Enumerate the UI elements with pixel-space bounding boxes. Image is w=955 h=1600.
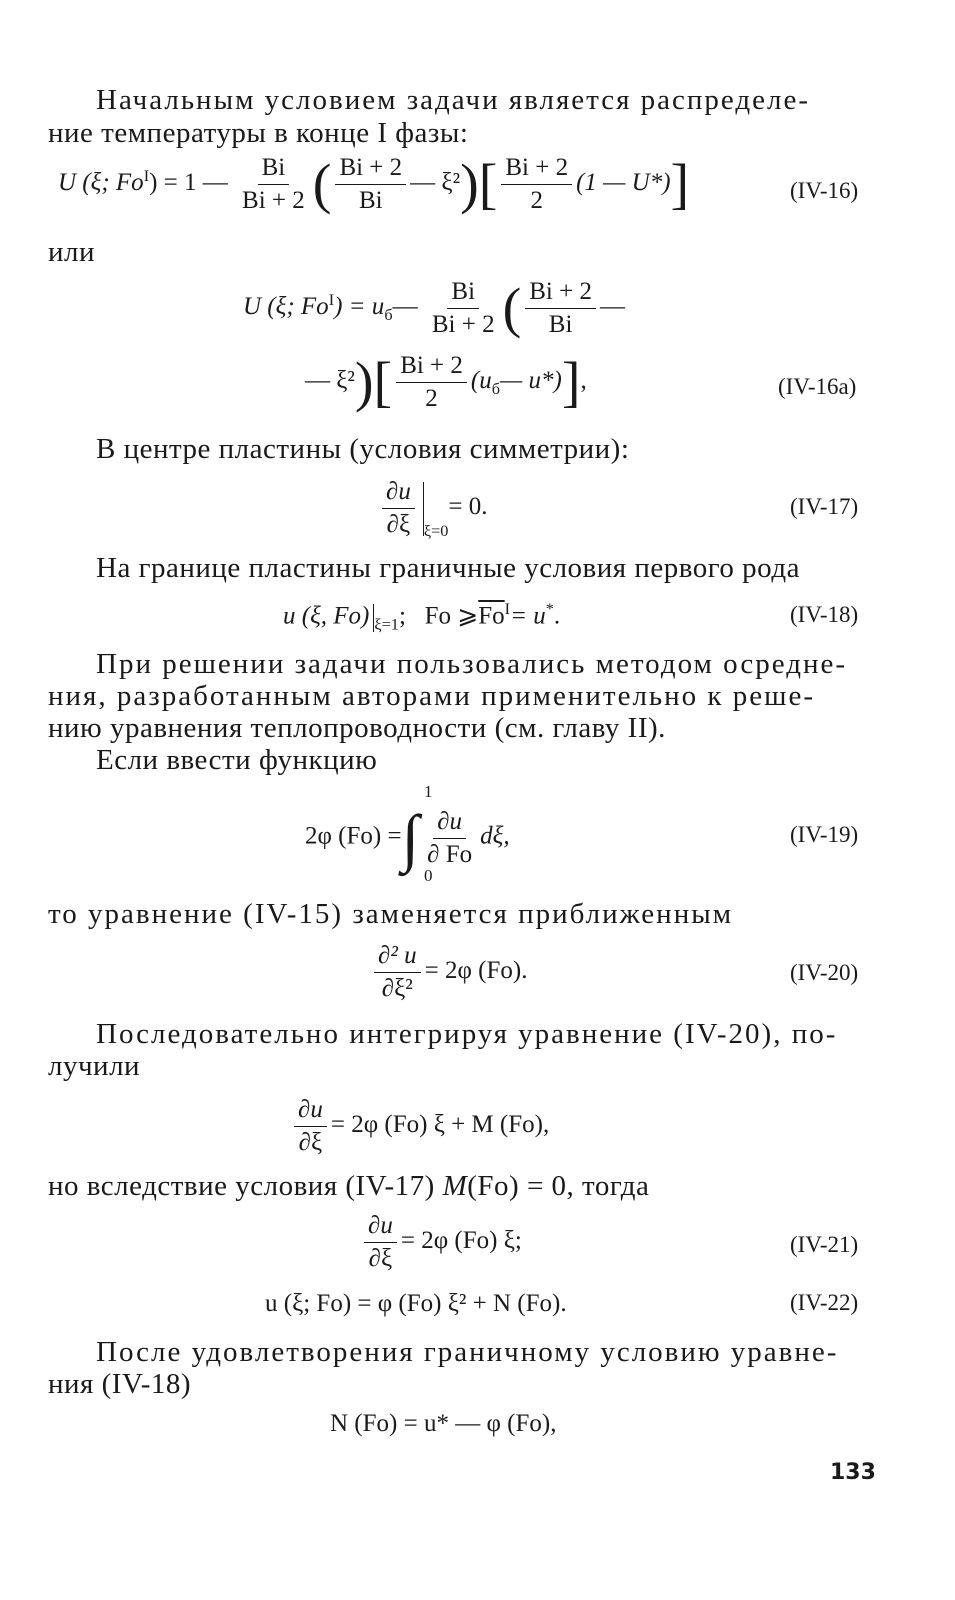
eq-start: — ξ² — [305, 367, 355, 395]
denominator: ∂ξ — [368, 1245, 393, 1272]
eq-tail-end: — u*) — [500, 367, 562, 395]
integral-lower-limit: 0 — [424, 866, 433, 885]
denominator: ∂ Fo — [427, 840, 473, 868]
eq-star: * — [545, 600, 554, 618]
paragraph-line — [48, 1170, 649, 1203]
denominator: ∂ξ — [298, 1129, 323, 1156]
eq-sub: б — [384, 306, 393, 325]
eq-sub: ξ=0 — [423, 522, 449, 541]
eq-rhs: = 2φ (Fo) ξ; — [400, 1227, 522, 1255]
fraction — [423, 808, 476, 869]
paragraph-line: нию уравнения теплопроводности (см. главу II). — [48, 712, 666, 744]
paragraph-line: ния (IV-18) — [48, 1368, 192, 1400]
paragraph-line: то уравнение (IV-15) заменяется приближенным — [48, 898, 734, 930]
integral-sign: ∫ — [401, 802, 420, 873]
fraction — [428, 278, 499, 339]
denominator: ∂ξ² — [381, 975, 413, 1002]
paragraph-line: Начальным условием задачи является распределе- — [96, 84, 811, 116]
paragraph-line: После удовлетворения граничному условию уравне- — [96, 1336, 839, 1368]
math-symbol: M — [442, 1170, 468, 1202]
fraction — [501, 154, 572, 215]
eq-sub: б — [491, 380, 501, 399]
eq-lhs-close: ) = 1 — — [149, 169, 228, 197]
equation-tag: (IV-21) — [790, 1232, 859, 1257]
paragraph-line: лучили — [48, 1050, 141, 1082]
eq-semi: ; — [398, 602, 406, 630]
paragraph-line: ния, разработанным авторами применительно к реше- — [48, 680, 815, 712]
equation-iv-16a-line1: U (ξ; $Fo^I$) = $u_б—$ $\frac{Bi}{Bi + 2}$ ( $\frac{Bi + 2}{Bi}$ — — [243, 277, 625, 340]
fraction — [238, 154, 309, 215]
eq-tail: (u — [470, 367, 492, 395]
fraction — [294, 1096, 327, 1157]
eq-sup: I — [504, 600, 511, 618]
paragraph-line: Последовательно интегрируя уравнение (IV-20), по- — [96, 1018, 838, 1050]
denominator: Bi — [548, 311, 573, 338]
eq-lhs: 2φ (Fo) = — [305, 822, 402, 850]
denominator: ∂ξ — [386, 511, 411, 538]
equation-iv-20 — [370, 942, 527, 1003]
eq-comma: , — [580, 367, 587, 395]
eq-lhs-close: ) = u — [334, 293, 385, 321]
eq-trail: — — [599, 293, 625, 321]
equation-intermediate — [290, 1096, 549, 1157]
numerator: Bi + 2 — [501, 154, 572, 185]
equation-tag: (IV-16) — [790, 178, 859, 203]
text-span: (Fo) = 0, тогда — [467, 1170, 650, 1202]
equation-tag: (IV-20) — [790, 960, 859, 985]
eq-lhs: U (ξ; Fo — [243, 293, 329, 321]
eq-rhs: = u — [510, 602, 546, 630]
equation-iv-18 — [283, 600, 560, 634]
eq-rhs: = 2φ (Fo) ξ + M (Fo), — [330, 1111, 550, 1139]
eq-tail: (1 — U*) — [576, 169, 671, 197]
numerator: Bi — [258, 154, 290, 185]
numerator: Bi + 2 — [525, 278, 596, 309]
equation-tag: (IV-22) — [790, 1290, 859, 1315]
fraction — [374, 942, 421, 1003]
eq-sub: ξ=1 — [374, 615, 399, 634]
eq-lhs: U (ξ; Fo — [58, 169, 144, 197]
paragraph-line: При решении задачи пользовались методом осредне- — [96, 648, 848, 680]
numerator: Bi + 2 — [335, 154, 406, 185]
denominator: Bi — [358, 187, 383, 214]
equation-iv-16a-line2: — ξ²)[ $\frac{Bi + 2}{2}$ ($u_б—$ u*)], — [305, 351, 587, 414]
equation-iv-21 — [360, 1212, 522, 1273]
numerator: ∂u — [433, 808, 466, 839]
fraction — [525, 278, 596, 339]
fraction — [335, 154, 406, 215]
numerator: ∂u — [382, 478, 415, 509]
numerator: Bi — [447, 278, 479, 309]
denominator: Bi + 2 — [431, 311, 495, 338]
eq-dash: — — [392, 293, 418, 321]
numerator: ∂u — [364, 1212, 397, 1243]
eq-rhs: = 0. — [448, 493, 488, 521]
equation-iv-22: u (ξ; Fo) = φ (Fo) ξ² + N (Fo). — [265, 1290, 567, 1317]
eq-rhs: dξ, — [480, 822, 510, 850]
fraction — [382, 478, 415, 539]
equation-tag: (IV-18) — [790, 602, 859, 627]
equation-tag: (IV-19) — [790, 822, 859, 847]
paragraph-line: или — [48, 236, 96, 268]
eq-sup: I — [143, 166, 150, 185]
fraction — [396, 352, 467, 413]
paragraph-line: ние температуры в конце I фазы: — [48, 117, 469, 149]
paragraph-line: В центре пластины (условия симметрии): — [96, 433, 630, 465]
equation-tag: (IV-16a) — [778, 374, 857, 399]
fraction — [364, 1212, 397, 1273]
equation-iv-19 — [305, 802, 510, 873]
equation-iv-16: U (ξ; $Fo^I) = 1$ — $\frac{Bi}{Bi + 2}$ ( $\frac{Bi + 2}{Bi}$ — ξ²)[ $\frac{Bi + 2}{2}$ (1 — U*)] — [58, 153, 690, 216]
eq-rhs: = 2φ (Fo). — [424, 957, 528, 985]
paragraph-line: На границе пластины граничные условия первого рода — [96, 552, 800, 584]
numerator: ∂u — [294, 1096, 327, 1127]
eq-fo: $\overline{Fo}$ — [478, 602, 505, 630]
equation-final: N (Fo) = u* — φ (Fo), — [330, 1410, 557, 1437]
paragraph-line: Если ввести функцию — [96, 744, 378, 776]
denominator: Bi + 2 — [242, 187, 305, 214]
page-number: 133 — [830, 1460, 876, 1485]
numerator: Bi + 2 — [396, 352, 467, 383]
text-span: но вследствие условия (IV-17) — [48, 1170, 435, 1202]
equation-iv-17 — [378, 478, 488, 541]
integral-upper-limit: 1 — [424, 782, 433, 801]
eq-sup: I — [328, 290, 335, 309]
denominator: 2 — [425, 385, 438, 412]
denominator: 2 — [530, 187, 543, 214]
eq-dot: . — [553, 602, 561, 630]
eq-lhs: u (ξ, Fo) — [283, 602, 370, 630]
equation-tag: (IV-17) — [790, 494, 859, 519]
numerator: ∂² u — [374, 942, 421, 973]
eq-mid: — ξ² — [410, 169, 461, 197]
eq-rhs: Fo ⩾ — [424, 602, 479, 630]
